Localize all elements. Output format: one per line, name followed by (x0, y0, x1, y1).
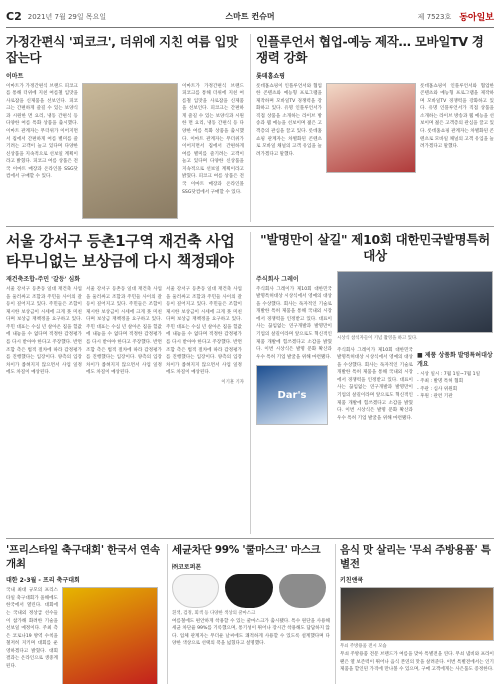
article-award (256, 232, 494, 534)
column-divider (167, 544, 168, 684)
article-byline: 롯데홈쇼핑 (256, 72, 285, 80)
article-body-continued-2: 서울 강서구 등촌동 일대 재건축 사업을 둘러싸고 조합과 주민들 사이의 갈등이 깊어지고 있다. 주민들은 조합이 제시한 보상금이 시세에 크게 못 미친다며 보상금 재책정을 요구하고 있다. 주민 대표는 수십 년 살아온 집을 헐값에 내놓을 수 없다며 적정한 감정평가를 다시 받아야 한다고 주장했다. 반면 조합 측은 법적 절차에 따라 감정평가를 진행했다는 입장이다. 양측의 입장 차이가 좁혀지지 않으면서 사업 일정에도 차질이 예상된다. (166, 287, 242, 376)
issue-number: 제 7523호 (417, 12, 452, 21)
article-byline: 이기훈 기자 (221, 379, 244, 385)
article-influencer (256, 34, 494, 222)
ceremony-photo (337, 271, 493, 333)
article-headline: 서울 강서구 등촌1구역 재건축 사업 타무니없는 보상금에 다시 책정돼야 (6, 232, 235, 270)
black-mask-icon (225, 574, 272, 608)
photo-caption: 흰색, 검정, 회색 등 다양한 색상의 쿨마스크 (172, 610, 256, 616)
article-body-continued: 주식회사 그레이가 제10회 대한민국발명특허대상 시상식에서 영예의 대상을 수상했다. 회사는 독자적인 기술로 개발한 특허 제품을 통해 국내외 시장에서 경쟁력을 인정받고 있다. 대표이사는 끊임없는 연구개발과 발명만이 기업의 살길이라며 앞으로도 혁신적인 제품 개발에 힘쓰겠다고 소감을 밝혔다. 이번 시상식은 발명 문화 확산과 우수 특허 기업 발굴을 위해 마련됐다. (337, 347, 413, 421)
article-body-continued: 이마트가 가정간편식 브랜드 피코크를 통해 더위에 지친 여름철 입맛을 사로잡을 신제품을 선보인다. 피코크는 간편하게 즐길 수 있는 보양식과 시원한 면 요리, 냉동 간편식 등 다양한 여름 특화 상품을 출시했다. 이마트 관계자는 무더위가 이어지면서 집에서 간편하게 여름 별미를 즐기려는 고객이 늘고 있다며 다양한 신상품을 지속적으로 선보일 계획이라고 밝혔다. 피코크 여름 상품은 전국 이마트 매장과 온라인몰 SSG닷컴에서 구매할 수 있다. (182, 83, 244, 195)
photo-caption: 시상식 참석자들이 기념 촬영을 하고 있다. (337, 335, 418, 341)
column-divider (335, 544, 336, 684)
article-body: 무쇠 주방용품 전문 브랜드가 여름을 맞아 특별전을 연다. 무쇠 냄비와 프라이팬은 열 보존력이 뛰어나 음식 본연의 맛을 살려준다. 이번 특별전에서는 인기 제품을 할인된 가격에 만나볼 수 있으며, 구매 고객에게는 사은품도 증정한다. (340, 652, 494, 673)
article-byline: 대한 2-3월 - 프리 축구대회 (6, 577, 80, 585)
page-header (6, 6, 494, 28)
article-photo (82, 83, 178, 219)
article-photo (340, 587, 494, 641)
page-number: C2 (6, 10, 22, 23)
article-peacock (6, 34, 244, 222)
article-body-continued: 롯데홈쇼핑이 인플루언서와 협업한 콘텐츠와 예능형 프로그램을 제작하며 모바일TV 경쟁력을 강화하고 있다. 유명 인플루언서가 직접 상품을 소개하는 라이브 방송과 웹 예능을 선보이며 젊은 고객층의 관심을 끌고 있다. 롯데홈쇼핑 관계자는 차별화된 콘텐츠로 모바일 채널의 고객 유입을 늘려가겠다고 말했다. (420, 83, 494, 150)
article-headline: "발명만이 살길" 제10회 대한민국발명특허대상 (260, 232, 490, 264)
article-photo (62, 587, 158, 684)
article-headline: 인플루언서 협업-예능 제작… 모바일TV 경쟁력 강화 (256, 34, 484, 66)
sidebar-item: - 시상 일시 : 7월 1일~7월 1일 (417, 371, 481, 377)
article-subhead: 재건축조합-주민 '갈등' 심화 (6, 276, 81, 283)
paper-logo: 동아일보 (459, 13, 494, 23)
mask-photo (172, 574, 330, 608)
article-subtitle: 주식회사 그레이 (256, 275, 299, 283)
article-headline: '프리스타일 축구대회' 한국서 연속 개최 (6, 544, 160, 570)
gray-mask-icon (279, 574, 326, 608)
sidebar-item: - 주관 : 심사 위원회 (417, 386, 458, 392)
column-divider (250, 232, 251, 534)
section-title: 스마트 컨슈머 (225, 12, 275, 21)
article-headline: 음식 맛 살리는 '무쇠 주방용품' 특별전 (340, 544, 491, 570)
article-body: 이마트가 가정간편식 브랜드 피코크를 통해 더위에 지친 여름철 입맛을 사로잡을 신제품을 선보인다. 피코크는 간편하게 즐길 수 있는 보양식과 시원한 면 요리, 냉동 간편식 등 다양한 여름 특화 상품을 출시했다. 이마트 관계자는 무더위가 이어지면서 집에서 간편하게 여름 별미를 즐기려는 고객이 늘고 있다며 다양한 신상품을 지속적으로 선보일 계획이라고 밝혔다. 피코크 여름 상품은 전국 이마트 매장과 온라인몰 SSG닷컴에서 구매할 수 있다. (6, 83, 78, 180)
article-cookware (340, 544, 494, 684)
article-body: 롯데홈쇼핑이 인플루언서와 협업한 콘텐츠와 예능형 프로그램을 제작하며 모바일TV 경쟁력을 강화하고 있다. 유명 인플루언서가 직접 상품을 소개하는 라이브 방송과 웹 예능을 선보이며 젊은 고객층의 관심을 끌고 있다. 롯데홈쇼핑 관계자는 차별화된 콘텐츠로 모바일 채널의 고객 유입을 늘려가겠다고 말했다. (256, 83, 322, 157)
white-mask-icon (172, 574, 219, 608)
article-byline: 키친앤쿡 (340, 577, 364, 585)
article-photo (326, 83, 416, 173)
sidebar-item: - 후원 : 관련 기관 (417, 394, 453, 400)
row-divider (6, 226, 494, 227)
article-headline: 가정간편식 '피코크', 더위에 지친 여름 입맛 잡는다 (6, 34, 238, 66)
product-photo (256, 365, 328, 425)
article-body-continued: 서울 강서구 등촌동 일대 재건축 사업을 둘러싸고 조합과 주민들 사이의 갈등이 깊어지고 있다. 주민들은 조합이 제시한 보상금이 시세에 크게 못 미친다며 보상금 재책정을 요구하고 있다. 주민 대표는 수십 년 살아온 집을 헐값에 내놓을 수 없다며 적정한 감정평가를 다시 받아야 한다고 주장했다. 반면 조합 측은 법적 절차에 따라 감정평가를 진행했다는 입장이다. 양측의 입장 차이가 좁혀지지 않으면서 사업 일정에도 차질이 예상된다. (86, 287, 162, 376)
article-football (6, 544, 162, 684)
article-headline: 세균차단 99% '쿨마스크' 마스크 (172, 544, 321, 556)
article-body: 여름철에도 편안하게 착용할 수 있는 쿨마스크가 출시됐다. 특수 원단을 사용해 세균 차단율 99%를 기록했으며, 통기성이 뛰어나 장시간 착용해도 답답하지 않다. 업체 관계자는 무더운 날씨에도 쾌적하게 사용할 수 있도록 설계했다며 다양한 색상으로 선택의 폭을 넓혔다고 설명했다. (172, 618, 330, 647)
article-byline: ㈜코로퍼폰 (172, 563, 202, 571)
article-byline: 이마트 (6, 72, 24, 80)
article-mask (172, 544, 330, 684)
sidebar-title: ■ 제품 상품화 발명특허대상 개요 (417, 351, 493, 368)
article-redevelopment (6, 232, 244, 534)
product-label: Dar's (277, 389, 307, 401)
sidebar-item: - 주최 : 발명 특허 협회 (417, 379, 464, 385)
issue-date: 2021년 7월 29일 목요일 (27, 12, 107, 21)
row-divider (6, 538, 494, 539)
article-body: 주식회사 그레이가 제10회 대한민국발명특허대상 시상식에서 영예의 대상을 수상했다. 회사는 독자적인 기술로 개발한 특허 제품을 통해 국내외 시장에서 경쟁력을 인정받고 있다. 대표이사는 끊임없는 연구개발과 발명만이 기업의 살길이라며 앞으로도 혁신적인 제품 개발에 힘쓰겠다고 소감을 밝혔다. 이번 시상식은 발명 문화 확산과 우수 특허 기업 발굴을 위해 마련됐다. (256, 286, 332, 360)
column-divider (250, 34, 251, 222)
article-body: 서울 강서구 등촌동 일대 재건축 사업을 둘러싸고 조합과 주민들 사이의 갈등이 깊어지고 있다. 주민들은 조합이 제시한 보상금이 시세에 크게 못 미친다며 보상금 재책정을 요구하고 있다. 주민 대표는 수십 년 살아온 집을 헐값에 내놓을 수 없다며 적정한 감정평가를 다시 받아야 한다고 주장했다. 반면 조합 측은 법적 절차에 따라 감정평가를 진행했다는 입장이다. 양측의 입장 차이가 좁혀지지 않으면서 사업 일정에도 차질이 예상된다. (6, 287, 82, 376)
photo-caption: 무쇠 주방용품 전시 모습 (340, 644, 387, 650)
article-body: 국내 최대 규모의 프리스타일 축구대회가 올해에도 한국에서 열린다. 대회에는 국내외 정상급 선수들이 참가해 화려한 기술을 선보일 예정이다. 주최 측은 코로나19 방역 수칙을 철저히 지키며 대회를 운영하겠다고 밝혔다. 대회 결과는 온라인으로 생중계된다. (6, 588, 58, 670)
